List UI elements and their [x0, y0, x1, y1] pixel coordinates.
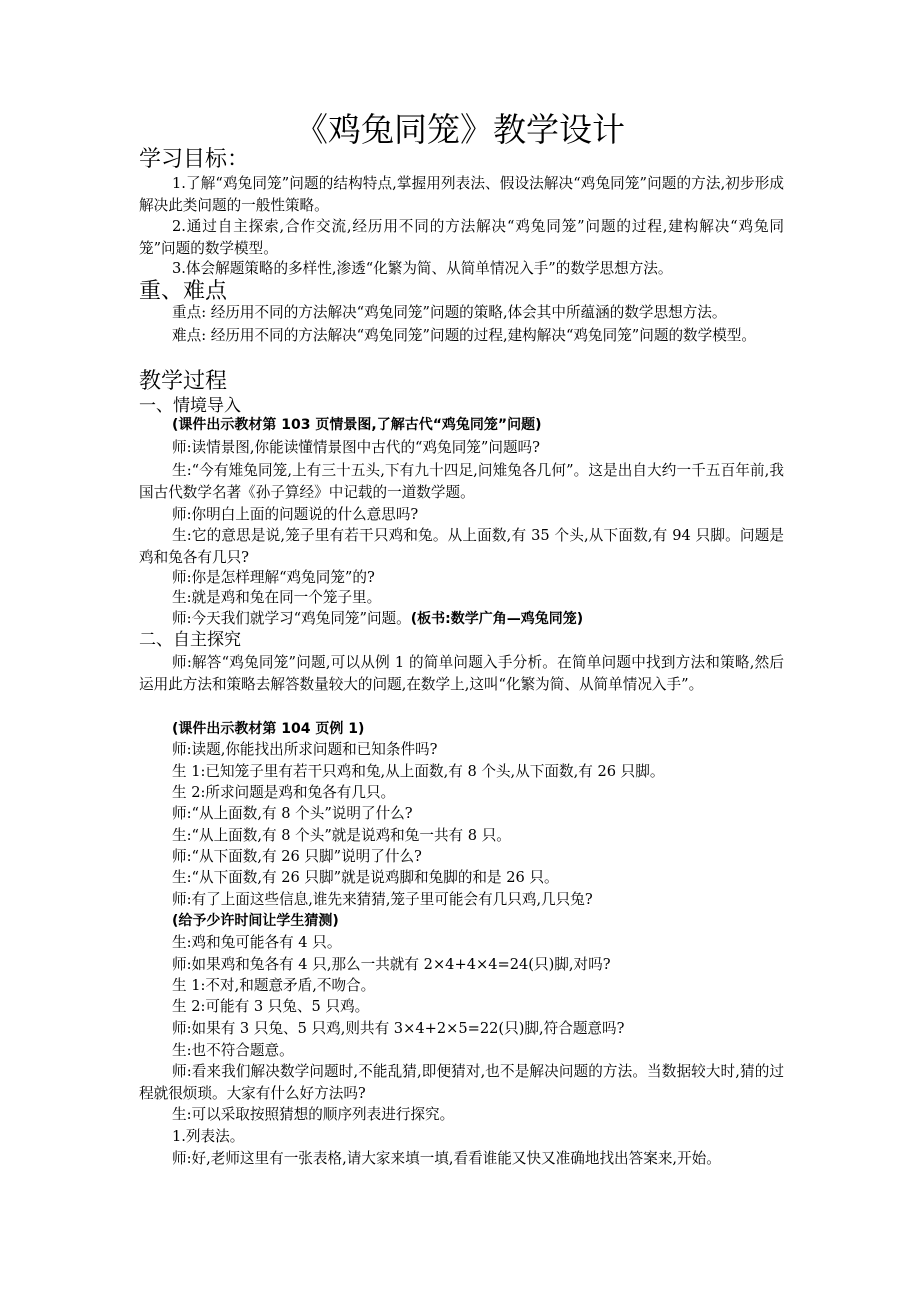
section2-line-16: 师:如果有 3 只兔、5 只鸡,则共有 3×4+2×5=22(只)脚,符合题意吗? — [172, 1020, 625, 1037]
section1-line-7: 生:就是鸡和兔在同一个笼子里。 — [172, 589, 382, 606]
section1-line-5: 生:它的意思是说,笼子里有若干只鸡和兔。从上面数,有 35 个头,从下面数,有 94 只脚。问题是鸡和兔各有几只? — [139, 527, 784, 567]
difficult-point: 难点: 经历用不同的方法解决“鸡兔同笼”问题的过程,建构解决“鸡兔同笼”问题的数学模型。 — [172, 327, 757, 344]
blackboard-note: (板书:数学广角—鸡兔同笼) — [410, 611, 584, 627]
section2-line-21: 师:好,老师这里有一张表格,请大家来填一填,看看谁能又快又准确地找出答案来,开始。 — [172, 1150, 721, 1167]
section2-line-17: 生:也不符合题意。 — [172, 1042, 294, 1059]
section1-line-6: 师:你是怎样理解“鸡兔同笼”的? — [172, 569, 375, 586]
objectives-heading: 学习目标： — [139, 147, 250, 172]
section2-line-10: 师:有了上面这些信息,谁先来猜猜,笼子里可能会有几只鸡,几只兔? — [172, 891, 593, 908]
section2-line-7: 生:“从上面数,有 8 个头”就是说鸡和兔一共有 8 只。 — [172, 827, 511, 844]
section2-line-4: 生 1:已知笼子里有若干只鸡和兔,从上面数,有 8 个头,从下面数,有 26 只脚。 — [172, 763, 665, 780]
process-heading: 教学过程 — [139, 369, 228, 394]
section2-line-20: 1.列表法。 — [172, 1128, 245, 1145]
section2-line-2: (课件出示教材第 104 页例 1) — [172, 721, 365, 737]
document-title: 《鸡兔同笼》教学设计 — [295, 110, 625, 149]
section2-line-9: 生:“从下面数,有 26 只脚”就是说鸡脚和兔脚的和是 26 只。 — [172, 869, 559, 886]
section2-line-13: 师:如果鸡和兔各有 4 只,那么一共就有 2×4+4×4=24(只)脚,对吗? — [172, 956, 611, 973]
section2-line-3: 师:读题,你能找出所求问题和已知条件吗? — [172, 741, 438, 758]
section1-line-8 — [139, 608, 784, 630]
section2-line-5: 生 2:所求问题是鸡和兔各有几只。 — [172, 784, 396, 801]
key-points-heading: 重、难点 — [139, 279, 228, 304]
section2-line-19: 生:可以采取按照猜想的顺序列表进行探究。 — [172, 1106, 455, 1123]
section2-line-8: 师:“从下面数,有 26 只脚”说明了什么? — [172, 848, 422, 865]
section1-line-3: 生:“今有雉兔同笼,上有三十五头,下有九十四足,问雉兔各几何”。这是出自大约一千五百年前,我国古代数学名著《孙子算经》中记载的一道数学题。 — [139, 462, 784, 502]
section2-line-12: 生:鸡和兔可能各有 4 只。 — [172, 934, 342, 951]
section2-line-15: 生 2:可能有 3 只兔、5 只鸡。 — [172, 998, 370, 1015]
section2-line-14: 生 1:不对,和题意矛盾,不吻合。 — [172, 977, 376, 994]
objective-item-1: 1.了解“鸡兔同笼”问题的结构特点,掌握用列表法、假设法解决“鸡兔同笼”问题的方法,初步形成解决此类问题的一般性策略。 — [139, 175, 784, 215]
section2-line-11: (给予少许时间让学生猜测) — [172, 913, 339, 929]
section2-heading: 二、自主探究 — [139, 630, 241, 650]
section1-heading: 一、情境导入 — [139, 396, 241, 416]
section1-line-4: 师:你明白上面的问题说的什么意思吗? — [172, 506, 419, 523]
objective-item-2: 2.通过自主探索,合作交流,经历用不同的方法解决“鸡兔同笼”问题的过程,建构解决“鸡兔同笼”问题的数学模型。 — [139, 218, 784, 258]
section2-line-18: 师:看来我们解决数学问题时,不能乱猜,即便猜对,也不是解决问题的方法。当数据较大时,猜的过程就很烦琐。大家有什么好方法吗? — [139, 1063, 784, 1103]
section2-line-6: 师:“从上面数,有 8 个头”说明了什么? — [172, 805, 413, 822]
objective-item-3: 3.体会解题策略的多样性,渗透“化繁为简、从简单情况入手”的数学思想方法。 — [172, 260, 673, 277]
section1-line-2: 师:读情景图,你能读懂情景图中古代的“鸡兔同笼”问题吗? — [172, 439, 540, 456]
key-point: 重点: 经历用不同的方法解决“鸡兔同笼”问题的策略,体会其中所蕴涵的数学思想方法。 — [172, 304, 727, 321]
section1-line-8-text: 师:今天我们就学习“鸡兔同笼”问题。 — [172, 610, 411, 627]
section2-line-1: 师:解答“鸡兔同笼”问题,可以从例 1 的简单问题入手分析。在简单问题中找到方法和策略,然后运用此方法和策略去解答数量较大的问题,在数学上,这叫“化繁为简、从简单情况入手”。 — [139, 654, 784, 694]
section1-line-1: (课件出示教材第 103 页情景图,了解古代“鸡兔同笼”问题) — [172, 417, 542, 433]
